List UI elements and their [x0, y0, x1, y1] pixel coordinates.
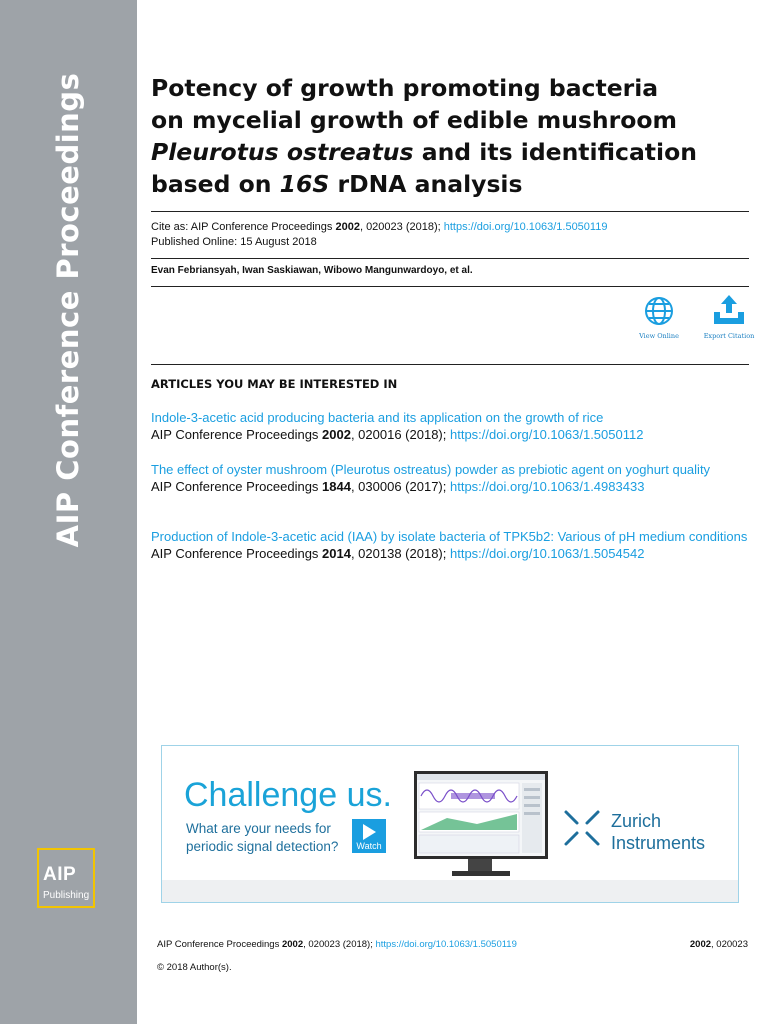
signal-plot-image: [417, 774, 545, 856]
cite-prefix: Cite as: AIP Conference Proceedings: [151, 221, 336, 233]
brand-line-2: Instruments: [611, 833, 706, 853]
article-title: [151, 72, 711, 200]
source-rest: , 020138 (2018);: [350, 546, 450, 561]
footer-right-rest: , 020023: [711, 939, 748, 950]
related-article: [151, 461, 751, 495]
cite-rest: , 020023 (2018);: [359, 221, 444, 233]
brand-line-1: Zurich: [611, 811, 662, 831]
zurich-logo-icon: [562, 808, 602, 848]
watch-label: Watch: [356, 841, 382, 851]
footer-volume: 2002: [281, 939, 304, 950]
export-citation-button[interactable]: [694, 294, 764, 340]
related-article-source: [151, 545, 751, 562]
divider: [151, 364, 749, 365]
ad-question-line-1: What are your needs for: [186, 821, 331, 836]
view-online-button[interactable]: [624, 296, 694, 340]
logo-text: AIP: [43, 864, 77, 885]
divider: [151, 286, 749, 287]
sidebar: [0, 0, 137, 1024]
source-rest: , 020016 (2018);: [350, 427, 450, 442]
footer-right-volume: 2002: [689, 939, 712, 950]
title-line-4-end: rDNA analysis: [329, 170, 523, 198]
cite-doi-link[interactable]: https://doi.org/10.1063/1.5050119: [443, 221, 608, 233]
divider: [151, 211, 749, 212]
zurich-brand: [611, 810, 705, 854]
footer-article-id: [690, 939, 748, 950]
related-article-title-link[interactable]: Indole-3-acetic acid producing bacteria and its application on the growth of rice: [151, 410, 604, 425]
title-16s: 16S: [279, 170, 330, 198]
citation-block: [151, 220, 607, 250]
title-line-3-rest: and its identification: [413, 138, 697, 166]
journal-title: AIP Conference Proceedings: [51, 72, 85, 548]
advertisement-banner[interactable]: [161, 745, 739, 903]
monitor-base: [452, 871, 510, 876]
related-article-title-link[interactable]: The effect of oyster mushroom (Pleurotus ostreatus) powder as prebiotic agent on yoghurt quality: [151, 462, 711, 477]
title-line-4-start: based on: [151, 170, 280, 198]
export-icon: [712, 294, 746, 326]
source-prefix: AIP Conference Proceedings: [151, 479, 323, 494]
cite-line: [151, 220, 607, 235]
source-doi-link[interactable]: https://doi.org/10.1063/1.5054542: [449, 546, 645, 561]
footer-prefix: AIP Conference Proceedings: [157, 939, 282, 950]
footer-citation: [157, 939, 517, 950]
source-prefix: AIP Conference Proceedings: [151, 546, 323, 561]
monitor-screen: [417, 774, 545, 856]
title-line-2: on mycelial growth of edible mushroom: [151, 106, 678, 134]
globe-icon: [644, 296, 674, 326]
cite-volume: 2002: [335, 221, 360, 233]
aip-publishing-logo[interactable]: [37, 848, 95, 908]
source-doi-link[interactable]: https://doi.org/10.1063/1.5050112: [449, 427, 644, 442]
source-prefix: AIP Conference Proceedings: [151, 427, 323, 442]
ad-bottom-band: [162, 880, 738, 903]
title-species: Pleurotus ostreatus: [151, 138, 414, 166]
title-line-1: Potency of growth promoting bacteria: [151, 74, 659, 102]
source-rest: , 030006 (2017);: [350, 479, 450, 494]
view-online-label: View Online: [639, 332, 679, 340]
source-volume: 2014: [322, 546, 351, 561]
divider: [151, 258, 749, 259]
footer-doi-link[interactable]: https://doi.org/10.1063/1.5050119: [375, 939, 517, 950]
ad-question-line-2: periodic signal detection?: [186, 839, 339, 854]
related-article-title-link[interactable]: Production of Indole-3-acetic acid (IAA) by isolate bacteria of TPK5b2: Various of pH medium conditions: [151, 529, 748, 544]
title-line-3: [151, 136, 711, 168]
play-icon: [363, 824, 376, 840]
related-article-source: [151, 478, 751, 495]
export-citation-label: Export Citation: [703, 332, 755, 340]
monitor-image: [414, 771, 548, 859]
watch-video-button[interactable]: [352, 819, 386, 853]
copyright: © 2018 Author(s).: [157, 962, 232, 973]
related-article-source: [151, 426, 751, 443]
footer-rest: , 020023 (2018);: [303, 939, 376, 950]
ad-question: [186, 820, 356, 856]
source-doi-link[interactable]: https://doi.org/10.1063/1.4983433: [449, 479, 645, 494]
logo-subtext: Publishing: [43, 890, 90, 901]
published-date: Published Online: 15 August 2018: [151, 236, 317, 248]
related-article: [151, 409, 751, 443]
related-articles-heading: ARTICLES YOU MAY BE INTERESTED IN: [151, 377, 398, 391]
related-article: [151, 528, 751, 562]
source-volume: 2002: [322, 427, 351, 442]
authors: Evan Febriansyah, Iwan Saskiawan, Wibowo Mangunwardoyo, et al.: [151, 265, 473, 276]
title-line-4: [151, 168, 711, 200]
source-volume: 1844: [322, 479, 351, 494]
ad-headline: Challenge us.: [184, 776, 392, 814]
